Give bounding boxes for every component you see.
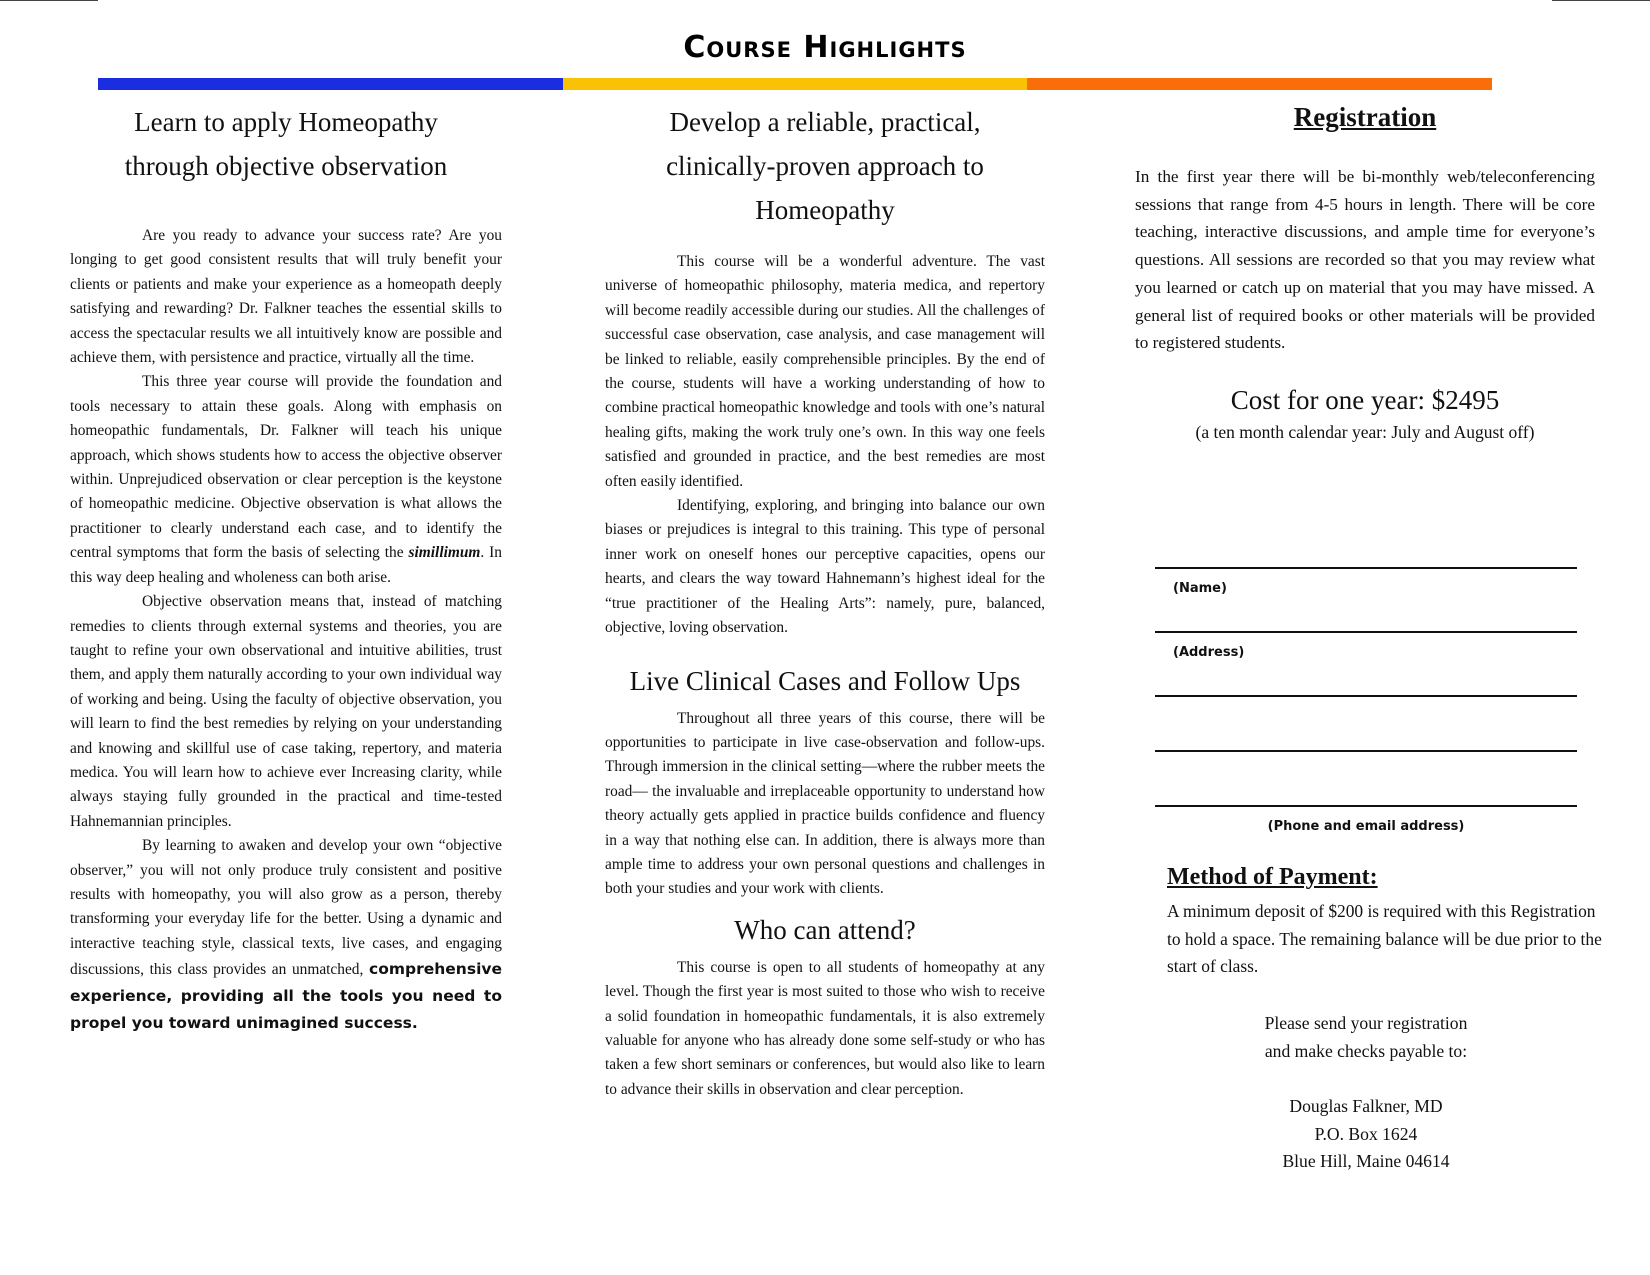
column2-paragraph-2: Identifying, exploring, and bringing into balance our own biases or prejudices is integral to this training. This type of personal inner work on oneself hones our perceptive capacities, opens our hearts, and clears the way toward Hahnemann’s highest ideal for the “true practitioner of the Healing Arts”: namely, pure, balanced, objective, loving observation.	[605, 497, 1045, 637]
column-objective-observation	[70, 100, 502, 1037]
phone-email-field[interactable]	[1155, 805, 1577, 834]
column1-paragraph-1: Are you ready to advance your success rate? Are you longing to get good consistent results that will truly benefit your clients or patients and make your experience as a homeopath deeply satisfying and rewarding? Dr. Falkner teaches the essential skills to access the spectacular results we all intuitively know are possible and achieve them, with persistence and practice, virtually all the time.	[70, 227, 502, 367]
column2-paragraph-3: Throughout all three years of this course, there will be opportunities to participate in live case-observation and follow-ups. Through immersion in the clinical setting—where the rubber meets the road— the invaluable and irreplaceable opportunity to understand how theory actually gets applied in practice builds confidence and fluency in a way that nothing else can. In addition, there is always more than ample time to address your own personal questions and challenges in both your studies and your work with clients.	[605, 709, 1045, 898]
phone-email-label: (Phone and email address)	[1267, 819, 1465, 834]
column1-heading-line1: Learn to apply Homeopathy	[134, 107, 438, 137]
corner-rule-left	[0, 0, 98, 1]
payee-name: Douglas Falkner, MD	[1289, 1096, 1443, 1116]
city-state-zip: Blue Hill, Maine 04614	[1282, 1151, 1450, 1171]
method-of-payment-heading: Method of Payment:	[1167, 864, 1378, 890]
column1-paragraph-2	[70, 370, 502, 590]
address-line-3[interactable]	[1155, 750, 1577, 752]
method-of-payment-body: A minimum deposit of $200 is required with this Registration to hold a space. The remaining balance will be due prior to the start of class.	[1167, 901, 1602, 976]
cost-note: (a ten month calendar year: July and August off)	[1195, 421, 1535, 442]
column1-paragraph-2-text: This three year course will provide the foundation and tools necessary to attain these goals. Along with emphasis on homeopathic fundamentals, Dr. Falkner will teach his unique approach, which shows students how to access the objective observer within. Unprejudiced observation or clear perception is the keystone of homeopathic medicine. Objective observation is what allows the practitioner to clearly understand each case, and to identify the central symptoms that form the basis of selecting the	[70, 373, 502, 562]
registration-description: In the first year there will be bi-monthly web/teleconferencing sessions that range from 4-5 hours in length. There will be core teaching, interactive discussions, and ample time for everyone’s questions. All sessions are recorded so that you may review what you learned or catch up on material that you may have missed. A general list of required books or other materials will be provided to registered students.	[1135, 167, 1595, 353]
color-bar-blue	[98, 78, 563, 90]
column1-paragraph-2-end: . In this way deep healing and wholeness can both arise.	[70, 544, 502, 586]
column-clinical-approach	[605, 100, 1045, 1102]
column1-paragraph-4	[70, 834, 502, 1037]
registration-heading: Registration	[1293, 102, 1437, 132]
column1-paragraph-3: Objective observation means that, instead of matching remedies to clients through external systems and theories, you are taught to refine your own observational and intuitive abilities, trust them, and apply them naturally according to your own individual way of working and being. Using the faculty of objective observation, you will learn to find the best remedies by relying on your understanding and knowing and skillful use of case taking, repertory, and materia medica. You will learn how to achieve ever Increasing clarity, while always staying fully grounded in the practical and time-tested Hahnemannian principles.	[70, 593, 502, 830]
column2-paragraph-4: This course is open to all students of homeopathy at any level. Though the first year is most suited to those who wish to receive a solid foundation in homeopathic fundamentals, it is also extremely valuable for anyone who has already done some self-study or who has taken a few short seminars or conferences, but would also like to learn to advance their skills in observation and clear perception.	[605, 958, 1045, 1098]
who-can-attend-heading: Who can attend?	[734, 914, 916, 945]
color-bar-orange	[1027, 78, 1492, 90]
column-registration	[1135, 100, 1595, 443]
color-bar-yellow	[563, 78, 1028, 90]
address-field[interactable]	[1155, 631, 1577, 660]
column2-paragraph-1: This course will be a wonderful adventure. The vast universe of homeopathic philosophy, materia medica, and repertory will become readily accessible during our studies. All the challenges of successful case observation, case analysis, and case management will be linked to reliable, easily comprehensible principles. By the end of the course, students will have a working understanding of how to combine practical homeopathic knowledge and tools with one’s natural healing gifts, making the work truly one’s own. In this way one feels satisfied and grounded in practice, and the best remedies are most often easily identified.	[605, 253, 1045, 490]
column1-paragraph-4-text: By learning to awaken and develop your own “objective observer,” you will not only produce truly consistent and positive results with homeopathy, you will also grow as a person, thereby transforming your everyday life for the better. Using a dynamic and interactive teaching style, classical texts, live cases, and engaging discussions, this class provides an unmatched,	[70, 837, 502, 979]
name-label: (Name)	[1173, 581, 1227, 596]
column2-heading: Develop a reliable, practical, clinically-proven approach to Homeopathy	[666, 107, 984, 225]
live-cases-heading: Live Clinical Cases and Follow Ups	[629, 665, 1021, 696]
cost-per-year: Cost for one year: $2495	[1230, 384, 1500, 415]
column1-heading-line2: through objective observation	[124, 151, 448, 181]
address-label: (Address)	[1173, 645, 1245, 660]
name-line	[1155, 567, 1577, 569]
address-line	[1155, 631, 1577, 633]
mailing-address	[1155, 1093, 1577, 1176]
send-line-1: Please send your registration	[1264, 1013, 1468, 1033]
address-line-2-rule	[1155, 695, 1577, 697]
address-line-2[interactable]	[1155, 695, 1577, 697]
send-instructions	[1155, 1010, 1577, 1065]
simillimum-term: simillimum	[408, 544, 481, 562]
name-field[interactable]	[1155, 567, 1577, 596]
po-box: P.O. Box 1624	[1314, 1123, 1418, 1144]
phone-email-line	[1155, 805, 1577, 807]
corner-rule-right	[1552, 0, 1650, 1]
column1-closing-statement: comprehensive experience, providing all the tools you need to propel you toward unimagined success.	[70, 960, 502, 1033]
address-line-3-rule	[1155, 750, 1577, 752]
send-line-2: and make checks payable to:	[1264, 1040, 1468, 1061]
page-title: Course Highlights	[683, 30, 967, 65]
column1-heading	[70, 100, 502, 188]
color-bar	[98, 78, 1492, 90]
